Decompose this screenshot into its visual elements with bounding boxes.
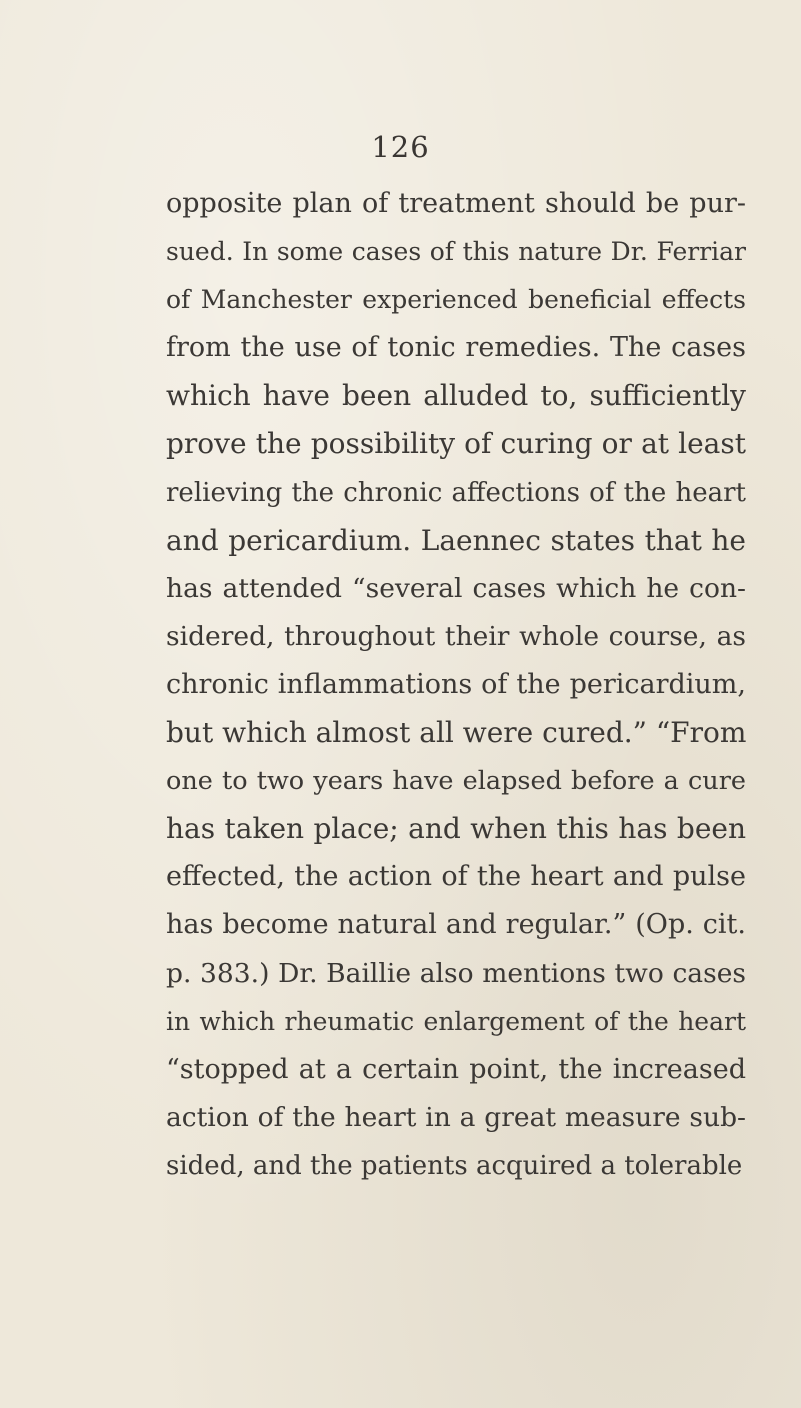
text-line: p. 383.) Dr. Baillie also mentions two cases — [166, 957, 746, 989]
text-line: of Manchester experienced beneficial effects — [166, 285, 746, 315]
text-line: relieving the chronic affections of the heart — [166, 477, 746, 508]
page-number: 126 — [371, 130, 430, 164]
text-line: in which rheumatic enlargement of the heart — [166, 1006, 746, 1036]
text-line: effected, the action of the heart and pulse — [166, 861, 746, 893]
text-line: has become natural and regular.” (Op. cit. — [166, 909, 746, 941]
text-line: and pericardium. Laennec states that he — [166, 523, 746, 557]
text-line: sued. In some cases of this nature Dr. Ferriar — [166, 237, 746, 267]
text-line: one to two years have elapsed before a cure — [166, 766, 746, 797]
text-line: which have been alluded to, sufficiently — [166, 379, 746, 413]
text-line: opposite plan of treatment should be pur- — [166, 188, 746, 219]
text-line: sidered, throughout their whole course, as — [166, 620, 746, 652]
body-text — [166, 180, 746, 1190]
text-line: sided, and the patients acquired a tolerable — [166, 1150, 743, 1181]
text-line: “stopped at a certain point, the increased — [166, 1053, 746, 1085]
text-line: but which almost all were cured.” “From — [166, 716, 747, 750]
text-line: action of the heart in a great measure sub- — [166, 1101, 746, 1133]
text-line: has taken place; and when this has been — [166, 812, 746, 846]
text-line: from the use of tonic remedies. The cases — [166, 332, 746, 364]
text-line: has attended “several cases which he con- — [166, 572, 746, 604]
text-line: prove the possibility of curing or at least — [166, 427, 746, 461]
text-line: chronic inflammations of the pericardium, — [166, 668, 746, 700]
